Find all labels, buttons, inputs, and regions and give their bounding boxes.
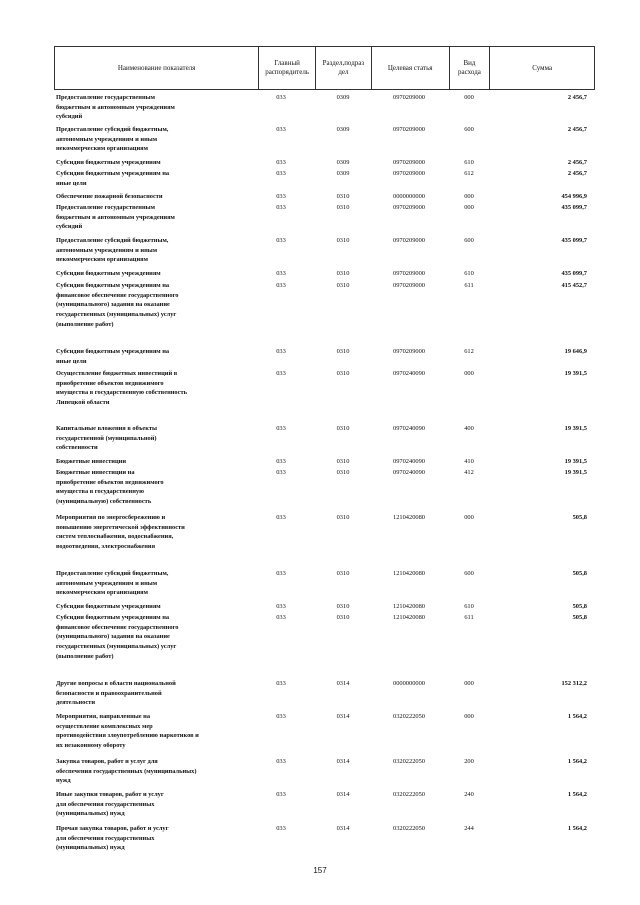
row-grbs: 033 — [276, 458, 286, 465]
row-section: 0310 — [336, 570, 350, 577]
row-type: 244 — [464, 825, 474, 832]
page-number: 157 — [313, 866, 327, 875]
row-sum: 152 312,2 — [561, 680, 587, 687]
row-section: 0310 — [336, 282, 350, 289]
row-grbs: 033 — [276, 713, 286, 720]
row-target: 0970240090 — [393, 425, 425, 432]
row-name: Субсидии бюджетным учреждениям на иные цели — [56, 348, 170, 365]
row-grbs: 033 — [276, 94, 286, 101]
row-section: 0314 — [336, 758, 350, 765]
row-type: 400 — [464, 425, 474, 432]
row-name: Прочая закупка товаров, работ и услуг для обеспечения государственных (муниципальных) нужд — [56, 825, 169, 852]
row-target: 0970209000 — [393, 204, 425, 211]
row-type: 600 — [464, 570, 474, 577]
row-sum: 19 391,5 — [564, 458, 587, 465]
row-grbs: 033 — [276, 159, 286, 166]
row-grbs: 033 — [276, 204, 286, 211]
row-name: Субсидии бюджетным учреждениям на иные цели — [56, 170, 170, 187]
row-name: Субсидии бюджетным учреждениям на финансовое обеспечение государственного (муниципального) задания на оказание государственных (муниципальных) услуг (выполнение работ) — [56, 614, 179, 660]
row-target: 0970209000 — [393, 170, 425, 177]
row-sum: 435 099,7 — [561, 270, 587, 277]
row-section: 0310 — [336, 193, 350, 200]
row-grbs: 033 — [276, 514, 286, 521]
row-grbs: 033 — [276, 825, 286, 832]
row-type: 000 — [464, 94, 474, 101]
header-grbs: Главный распорядитель — [259, 47, 316, 89]
row-name: Мероприятия, направленные на осуществление комплексных мер противодействия злоупотреблению наркотиков и их незаконному обороту — [56, 713, 199, 750]
row-sum: 435 099,7 — [561, 204, 587, 211]
row-section: 0310 — [336, 425, 350, 432]
row-sum: 505,8 — [572, 514, 587, 521]
row-section: 0310 — [336, 458, 350, 465]
row-type: 000 — [464, 514, 474, 521]
row-type: 600 — [464, 237, 474, 244]
row-section: 0310 — [336, 370, 350, 377]
row-sum: 1 564,2 — [567, 791, 587, 798]
row-section: 0309 — [336, 126, 350, 133]
row-grbs: 033 — [276, 603, 286, 610]
row-type: 240 — [464, 791, 474, 798]
row-target: 0320222050 — [393, 825, 425, 832]
row-section: 0309 — [336, 159, 350, 166]
row-section: 0310 — [336, 204, 350, 211]
row-sum: 2 456,7 — [567, 170, 587, 177]
row-target: 0000000000 — [393, 193, 425, 200]
row-sum: 505,8 — [572, 614, 587, 621]
row-grbs: 033 — [276, 282, 286, 289]
row-name: Другие вопросы в области национальной безопасности и правоохранительной деятельности — [56, 680, 176, 707]
row-section: 0314 — [336, 825, 350, 832]
row-grbs: 033 — [276, 193, 286, 200]
row-name: Субсидии бюджетным учреждениям на финансовое обеспечение государственного (муниципального) задания на оказание государственных (муниципальных) услуг (выполнение работ) — [56, 282, 179, 328]
row-name: Предоставление государственным бюджетным и автономным учреждениям субсидий — [56, 94, 175, 121]
row-grbs: 033 — [276, 237, 286, 244]
row-type: 611 — [464, 282, 474, 289]
row-name: Бюджетные инвестиции — [56, 458, 127, 465]
row-target: 0970240090 — [393, 469, 425, 476]
row-section: 0310 — [336, 237, 350, 244]
row-sum: 19 391,5 — [564, 469, 587, 476]
row-grbs: 033 — [276, 758, 286, 765]
row-type: 600 — [464, 126, 474, 133]
row-name: Субсидии бюджетным учреждениям — [56, 270, 161, 277]
row-section: 0314 — [336, 713, 350, 720]
row-grbs: 033 — [276, 270, 286, 277]
row-sum: 415 452,7 — [561, 282, 587, 289]
row-name: Капитальные вложения в объекты государственной (муниципальной) собственности — [56, 425, 158, 452]
row-sum: 1 564,2 — [567, 713, 587, 720]
row-sum: 435 099,7 — [561, 237, 587, 244]
row-target: 0970209000 — [393, 270, 425, 277]
row-target: 0970240090 — [393, 458, 425, 465]
row-section: 0310 — [336, 469, 350, 476]
row-grbs: 033 — [276, 469, 286, 476]
row-name: Обеспечение пожарной безопасности — [56, 193, 163, 200]
row-target: 1210420080 — [393, 603, 425, 610]
row-type: 200 — [464, 758, 474, 765]
row-grbs: 033 — [276, 126, 286, 133]
row-target: 0970209000 — [393, 159, 425, 166]
row-sum: 19 646,9 — [564, 348, 587, 355]
row-type: 000 — [464, 713, 474, 720]
row-section: 0310 — [336, 348, 350, 355]
row-target: 0970209000 — [393, 94, 425, 101]
header-type: Вид расхода — [450, 47, 491, 89]
row-section: 0310 — [336, 514, 350, 521]
row-grbs: 033 — [276, 791, 286, 798]
row-name: Предоставление государственным бюджетным и автономным учреждениям субсидий — [56, 204, 175, 231]
row-type: 000 — [464, 680, 474, 687]
row-target: 0320222050 — [393, 713, 425, 720]
row-grbs: 033 — [276, 170, 286, 177]
row-name: Закупка товаров, работ и услуг для обеспечения государственных (муниципальных) нужд — [56, 758, 197, 785]
table-header — [54, 46, 595, 90]
row-target: 0970209000 — [393, 126, 425, 133]
row-sum: 19 391,5 — [564, 425, 587, 432]
row-target: 0970209000 — [393, 348, 425, 355]
row-name: Субсидии бюджетным учреждениям — [56, 603, 161, 610]
row-target: 0970209000 — [393, 237, 425, 244]
row-section: 0310 — [336, 270, 350, 277]
row-type: 412 — [464, 469, 474, 476]
row-sum: 1 564,2 — [567, 825, 587, 832]
row-target: 0970209000 — [393, 282, 425, 289]
row-sum: 505,8 — [572, 570, 587, 577]
row-sum: 2 456,7 — [567, 159, 587, 166]
row-name: Предоставление субсидий бюджетным, автономным учреждениям и иным некоммерческим организациям — [56, 126, 169, 153]
row-type: 610 — [464, 270, 474, 277]
row-target: 1210420080 — [393, 614, 425, 621]
row-name: Осуществление бюджетных инвестиций в приобретение объектов недвижимого имущества в государственную собственность Липецкой области — [56, 370, 187, 407]
row-type: 612 — [464, 170, 474, 177]
row-sum: 2 456,7 — [567, 94, 587, 101]
row-name: Субсидии бюджетным учреждениям — [56, 159, 161, 166]
row-grbs: 033 — [276, 348, 286, 355]
row-section: 0309 — [336, 94, 350, 101]
row-type: 612 — [464, 348, 474, 355]
row-sum: 454 996,9 — [561, 193, 587, 200]
row-type: 000 — [464, 370, 474, 377]
row-sum: 1 564,2 — [567, 758, 587, 765]
row-name: Мероприятия по энергосбережению и повышению энергетической эффективности систем теплоснабжения, водоснабжения, водоотведения, электроснабжения — [56, 514, 185, 551]
row-name: Предоставление субсидий бюджетным, автономным учреждениям и иным некоммерческим организациям — [56, 570, 169, 597]
row-type: 000 — [464, 204, 474, 211]
header-name: Наименование показателя — [55, 47, 259, 89]
row-name: Бюджетные инвестиции на приобретение объектов недвижимого имущества в государственную (муниципальную) собственность — [56, 469, 164, 506]
row-type: 000 — [464, 193, 474, 200]
row-name: Предоставление субсидий бюджетным, автономным учреждениям и иным некоммерческим организациям — [56, 237, 169, 264]
row-target: 0320222050 — [393, 758, 425, 765]
row-target: 1210420080 — [393, 570, 425, 577]
header-target: Целевая статья — [372, 47, 450, 89]
row-section: 0314 — [336, 680, 350, 687]
row-grbs: 033 — [276, 570, 286, 577]
row-type: 611 — [464, 614, 474, 621]
row-name: Иные закупки товаров, работ и услуг для обеспечения государственных (муниципальных) нужд — [56, 791, 164, 818]
row-grbs: 033 — [276, 680, 286, 687]
row-section: 0310 — [336, 603, 350, 610]
header-sum: Сумма — [532, 63, 553, 72]
row-type: 610 — [464, 159, 474, 166]
row-grbs: 033 — [276, 614, 286, 621]
row-target: 1210420080 — [393, 514, 425, 521]
row-sum: 19 391,5 — [564, 370, 587, 377]
row-section: 0314 — [336, 791, 350, 798]
row-section: 0309 — [336, 170, 350, 177]
row-grbs: 033 — [276, 425, 286, 432]
row-section: 0310 — [336, 614, 350, 621]
row-target: 0970240090 — [393, 370, 425, 377]
row-sum: 505,8 — [572, 603, 587, 610]
row-grbs: 033 — [276, 370, 286, 377]
header-section: Раздел,подраз дел — [316, 47, 372, 89]
row-sum: 2 456,7 — [567, 126, 587, 133]
row-target: 0320222050 — [393, 791, 425, 798]
row-type: 410 — [464, 458, 474, 465]
row-target: 0000000000 — [393, 680, 425, 687]
row-type: 610 — [464, 603, 474, 610]
